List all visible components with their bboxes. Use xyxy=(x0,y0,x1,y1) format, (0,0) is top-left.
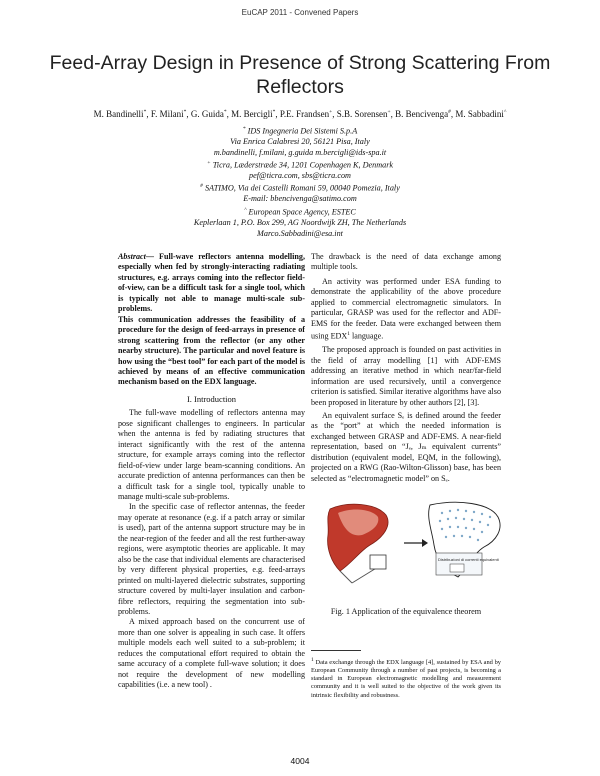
affiliation-satimo: # SATIMO, Via dei Castelli Romani 59, 00040 Pomezia, Italy E-mail: bbencivenga@satimo.com xyxy=(200,183,400,204)
affiliation-ids: * IDS Ingegneria Dei Sistemi S.p.A Via Enrica Calabresi 20, 56121 Pisa, Italy m.bandinelli, f.milani, g.guida m.bercigli@ids-spa.it xyxy=(213,126,387,157)
abstract-p2: This communication addresses the feasibility of a procedure for the design of feed-arrays in presence of strong scattering from the reflector (or any other nearby structure). The particular and novel feature is how using the “best tool” for each part of the model is achieved by means of an effective communication mechanism based on the EDX language. xyxy=(118,314,305,387)
author: P.E. Frandsen xyxy=(279,109,330,119)
conference-header: EuCAP 2011 - Convened Papers xyxy=(241,8,359,17)
inset-feed xyxy=(450,564,464,572)
intro-paragraph-3: A mixed approach based on the concurrent use of more than one solver is appealing in such case. It offers multiple models each well suited to a sub-problem; it reduces the computational effort required to obtain the same accuracy of a complete full-wave solution; it does not require the development of new modelling capabilities (i.e. a new tool) . xyxy=(118,617,305,690)
author: F. Milani xyxy=(150,109,184,119)
strut-line xyxy=(340,571,352,583)
author-list: M. Bandinelli*, F. Milani*, G. Guida*, M. Bercigli*, P.E. Frandsen+, S.B. Sorensen+, B. Bencivenga#, M. Sabbadini^ xyxy=(93,109,507,119)
author: M. Bercigli xyxy=(231,109,273,119)
author: M. Sabbadini xyxy=(455,109,504,119)
figure-equivalence-theorem xyxy=(318,497,508,592)
intro-paragraph-1: The full-wave modelling of reflectors antenna may pose significant challenges to engineers. In particular when the antenna is fed by radiating structures that interact significantly with the rest of the antenna structure, for example arrays coming into the reflector field-of-view under large beam-scanning conditions. An accurate prediction of antenna performances can then be a difficult task for a single tool, typically unable to manage multi-scale sub-problems. xyxy=(118,408,305,501)
right-column xyxy=(311,252,501,484)
feed-box xyxy=(370,555,386,569)
figure-illustration xyxy=(318,497,508,592)
page-number: 4004 xyxy=(290,756,310,766)
abstract: Abstract— Full-wave reflectors antenna modelling, especially when fed by strongly-interacting radiating structures, e.g. arrays coming into the reflector field-of-view, can be a difficult task for a single tool, which is typically not able to manage multi-scale sub-problems. xyxy=(118,252,305,314)
strut-line xyxy=(352,567,378,583)
right-paragraph-2: An activity was performed under ESA funding to demonstrate the applicability of the above procedure applied to commercial electromagnetic simulators. In particular, GRASP was used for the reflector and ADF-EMS for the feeder. Data were exchanged between them using EDX$^1$ language. xyxy=(311,276,501,341)
author: G. Guida xyxy=(190,109,224,119)
author: S.B. Sorensen xyxy=(336,109,388,119)
author: M. Bandinelli xyxy=(93,109,144,119)
author: B. Bencivenga xyxy=(395,109,449,119)
section-heading-introduction: I. Introduction xyxy=(186,393,237,404)
inset-label: Distribuzioni di correnti equivalenti xyxy=(438,557,499,562)
left-column xyxy=(118,252,305,691)
footnote-divider xyxy=(311,650,361,651)
affiliation-ticra: + Ticra, Læderstræde 34, 1201 Copenhagen K, Denmark pef@ticra.com, sbs@ticra.com xyxy=(206,160,394,181)
right-paragraph-3: The proposed approach is founded on past activities in the field of array modelling [1] with ADF-EMS addressing an iterative method in which near/far-field information are used recursively, until a convergence criterion is satisfied. Similar iterative algorithms have also been proposed in literature by other authors [2], [3]. xyxy=(311,345,501,407)
figure-caption: Fig. 1 Application of the equivalence theorem xyxy=(330,607,482,616)
affiliation-esa: ^ European Space Agency, ESTEC Keplerlaan 1, P.O. Box 299, AG Noordwijk ZH, The Netherlands Marco.Sabbadini@esa.int xyxy=(193,207,407,238)
intro-paragraph-2: In the specific case of reflector antennas, the feeder may operate at resonance (e.g. if a patch array or similar is used), part of the antenna support structure may be in the near-region of the feeder and all the rest further-away regions, were asymptotic theories are applicable. It may also be the case that individual elements are characterised by very different physical properties, e.g. feed-arrays printed on multi-layered dielectric substrates, supporting structure covered by multi-layer insulation and carbon-fibre reflectors, requiring the segmentation into sub-problems. xyxy=(118,502,305,616)
footnote: $^1$ Data exchange through the EDX language [4], sustained by ESA and by European Community through a number of past projects, is becoming a standard in European electromagnetic modelling and measurement community and it is well suited to the objective of the work given its intrinsic flexibility and robustness. xyxy=(311,657,501,699)
arrow-head xyxy=(422,539,428,547)
right-paragraph-4: An equivalent surface Sₑ is defined around the feeder as the “port” at which the needed information is exchanged between GRASP and ADF-EMS. A near-field representation, based on “Jₑ, Jₘ equivalent currents” distribution (equivalent model, EQM, in the following), projected on a RWG (Rao-Wilton-Glisson) base, has been selected as “electromagnetic model” on Sₑ. xyxy=(311,411,501,483)
right-paragraph-1: The drawback is the need of data exchange among multiple tools. xyxy=(311,252,501,272)
paper-title: Feed-Array Design in Presence of Strong Scattering From Reflectors xyxy=(49,52,551,98)
